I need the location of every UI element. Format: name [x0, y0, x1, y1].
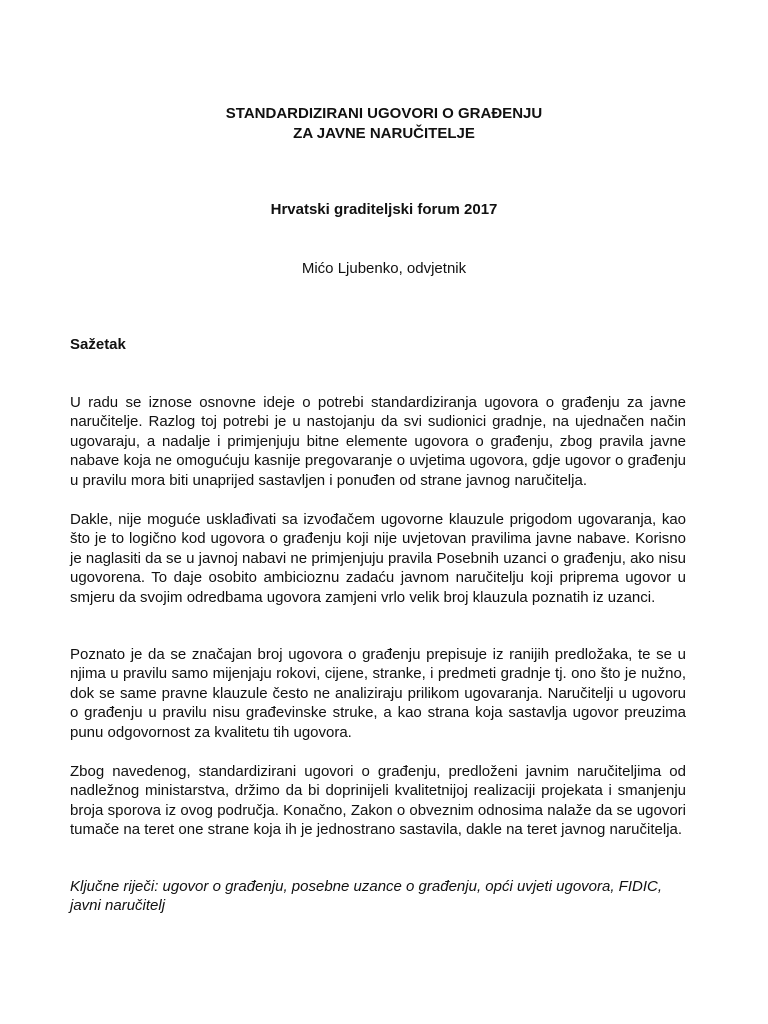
- keywords: Ključne riječi: ugovor o građenju, posebne uzance o građenju, opći uvjeti ugovora, FIDIC, javni naručitelj: [70, 878, 663, 915]
- title-line-2: ZA JAVNE NARUČITELJE: [293, 125, 475, 142]
- summary-heading: Sažetak: [70, 336, 126, 353]
- document-title: [0, 104, 768, 144]
- paragraph-text: Zbog navedenog, standardizirani ugovori o građenju, predloženi javnim naručiteljima od nadležnog ministarstva, držimo da bi doprinijeli kvalitetnijoj realizaciji projekata i smanjenju broja sporova iz ovog područja. Konačno, Zakon o obveznim odnosima nalaže da se ugovori tumače na teret one strane koja ih je jednostrano sastavila, dakle na teret javnog naručitelja.: [70, 763, 686, 839]
- author-name: Mićo Ljubenko, odvjetnik: [301, 260, 467, 277]
- paragraph-text: Dakle, nije moguće usklađivati sa izvođačem ugovorne klauzule prigodom ugovaranja, kao što je to logično kod ugovora o građenju koji nije uvjetovan pravilima javne nabave. Korisno je naglasiti da se u javnoj nabavi ne primjenjuju pravila Posebnih uzanci o građenju, ako nisu ugovorena. To daje osobito ambicioznu zadaću javnom naručitelju koji priprema ugovor u smjeru da svojim odredbama ugovora zamjeni vrlo velik broj klauzula poznatih iz uzanci.: [70, 511, 686, 606]
- paragraph-3: [70, 645, 686, 742]
- paragraph-1: [70, 393, 686, 490]
- paragraph-text: U radu se iznose osnovne ideje o potrebi standardiziranja ugovora o građenju za javne naručitelje. Razlog toj potrebi je u nastojanju da svi sudionici gradnje, na ujednačen način ugovaraju, a nadalje i primjenjuju bitne elemente ugovora o građenju, zbog pravila javne nabave koja ne omogućuju kasnije pregovaranje o uvjetima ugovora, gdje ugovor o građenju u pravilu mora biti unaprijed sastavljen i ponuđen od strane javnog naručitelja.: [70, 394, 686, 489]
- paragraph-text: Poznato je da se značajan broj ugovora o građenju prepisuje iz ranijih predložaka, te se u njima u pravilu samo mijenjaju rokovi, cijene, stranke, i predmeti gradnje tj. ono što je nužno, dok se same pravne klauzule često ne analiziraju prilikom ugovaranja. Naručitelji u ugovoru o građenju u pravilu nisu građevinske struke, a kao strana koja sastavlja ugovor preuzima punu odgovornost za kvalitetu tih ugovora.: [70, 646, 686, 741]
- paragraph-2: [70, 510, 686, 607]
- forum-name: Hrvatski graditeljski forum 2017: [270, 201, 498, 218]
- paragraph-4: [70, 762, 686, 840]
- title-line-1: STANDARDIZIRANI UGOVORI O GRAĐENJU: [225, 105, 543, 122]
